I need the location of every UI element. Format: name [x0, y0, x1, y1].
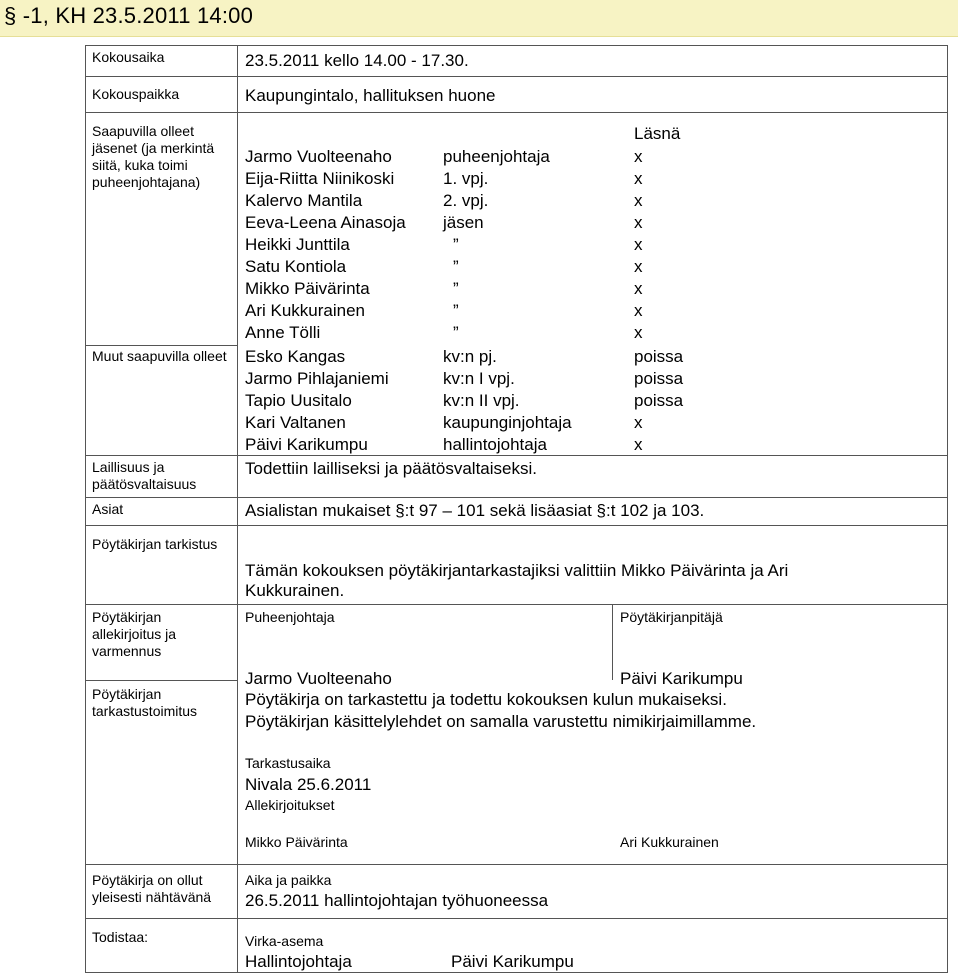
member-name: Kalervo Mantila — [245, 191, 363, 210]
row-line-others — [85, 345, 237, 346]
table-right-line — [947, 45, 948, 973]
attendee-role: kv:n II vpj. — [443, 391, 520, 410]
member-status: x — [634, 279, 643, 298]
row-line-legality — [85, 455, 948, 456]
secretary-name: Päivi Karikumpu — [620, 669, 743, 688]
member-status: x — [634, 213, 643, 232]
attendee-name: Päivi Karikumpu — [245, 435, 368, 454]
member-status: x — [634, 323, 643, 342]
attendee-role: kaupunginjohtaja — [443, 413, 572, 432]
attendee-name: Jarmo Pihlajaniemi — [245, 369, 389, 388]
document-title: § -1, KH 23.5.2011 14:00 — [4, 3, 254, 28]
secretary-title: Pöytäkirjanpitäjä — [620, 609, 723, 625]
attendee-status: poissa — [634, 347, 684, 366]
signer-1: Mikko Päivärinta — [245, 834, 348, 850]
attendee-name: Kari Valtanen — [245, 413, 346, 432]
member-status: x — [634, 147, 643, 166]
inspection-time-value: Nivala 25.6.2011 — [245, 775, 372, 794]
attendee-name: Tapio Uusitalo — [245, 391, 352, 410]
signature-column-divider — [612, 604, 613, 680]
member-role: ” — [453, 279, 459, 298]
table-left-line — [85, 45, 86, 973]
member-name: Mikko Päivärinta — [245, 279, 370, 298]
minutes-check-value: Tämän kokouksen pöytäkirjantarkastajiksi valittiin Mikko Päivärinta ja Ari Kukkurainen. — [245, 561, 789, 600]
member-role: jäsen — [443, 213, 484, 232]
meeting-time-value: 23.5.2011 kello 14.00 - 17.30. — [245, 51, 469, 70]
attendee-name: Esko Kangas — [245, 347, 346, 366]
attendee-role: kv:n pj. — [443, 347, 497, 366]
signatures-label: Allekirjoitukset — [245, 797, 335, 813]
table-top-line — [85, 45, 948, 46]
chair-title: Puheenjohtaja — [245, 609, 335, 625]
public-display-label: Pöytäkirja on ollut yleisesti nähtävänä — [92, 872, 212, 905]
inspection-time-label: Tarkastusaika — [245, 755, 331, 771]
member-name: Anne Tölli — [245, 323, 321, 342]
member-role: puheenjohtaja — [443, 147, 550, 166]
position-value: Hallintojohtaja — [245, 952, 352, 971]
member-status: x — [634, 235, 643, 254]
row-line-members — [85, 112, 948, 113]
member-name: Ari Kukkurainen — [245, 301, 366, 320]
time-place-value: 26.5.2011 hallintojohtajan työhuoneessa — [245, 891, 549, 910]
member-name: Satu Kontiola — [245, 257, 347, 276]
member-role: 2. vpj. — [443, 191, 489, 210]
attendee-status: poissa — [634, 369, 684, 388]
member-role: ” — [453, 257, 459, 276]
attest-label: Todistaa: — [92, 929, 149, 945]
member-role: ” — [453, 301, 459, 320]
member-name: Heikki Junttila — [245, 235, 350, 254]
row-line-attest — [85, 918, 948, 919]
label-column-divider — [237, 45, 238, 973]
member-role: ” — [453, 323, 459, 342]
time-place-label: Aika ja paikka — [245, 872, 332, 888]
signer-2: Ari Kukkurainen — [620, 834, 719, 850]
legality-value: Todettiin lailliseksi ja päätösvaltaiseksi. — [245, 459, 537, 478]
attendee-role: kv:n I vpj. — [443, 369, 515, 388]
member-name: Eeva-Leena Ainasoja — [245, 213, 406, 232]
row-line-minutes-check — [85, 525, 948, 526]
table-bottom-line — [85, 972, 948, 973]
row-line-signing — [85, 604, 948, 605]
present-header: Läsnä — [634, 124, 681, 143]
inspection-label: Pöytäkirjan tarkastustoimitus — [92, 686, 198, 719]
inspection-line-2: Pöytäkirjan käsittelylehdet on samalla varustettu nimikirjaimillamme. — [245, 712, 757, 731]
attest-name: Päivi Karikumpu — [451, 952, 574, 971]
minutes-check-label: Pöytäkirjan tarkistus — [92, 536, 218, 552]
position-label: Virka-asema — [245, 933, 324, 949]
member-name: Eija-Riitta Niinikoski — [245, 169, 395, 188]
chair-name: Jarmo Vuolteenaho — [245, 669, 392, 688]
member-role: 1. vpj. — [443, 169, 489, 188]
row-line-meeting-place — [85, 76, 948, 77]
legality-label: Laillisuus ja päätösvaltaisuus — [92, 459, 197, 492]
attendee-status: x — [634, 413, 643, 432]
row-line-matters — [85, 497, 948, 498]
meeting-place-value: Kaupungintalo, hallituksen huone — [245, 86, 496, 105]
matters-value: Asialistan mukaiset §:t 97 – 101 sekä lisäasiat §:t 102 ja 103. — [245, 501, 705, 520]
meeting-time-label: Kokousaika — [92, 49, 165, 65]
signing-label: Pöytäkirjan allekirjoitus ja varmennus — [92, 609, 177, 659]
member-status: x — [634, 257, 643, 276]
members-label: Saapuvilla olleet jäsenet (ja merkintä siitä, kuka toimi puheenjohtajana) — [92, 123, 215, 190]
row-line-inspection — [85, 680, 237, 681]
others-label: Muut saapuvilla olleet — [92, 348, 227, 364]
member-status: x — [634, 301, 643, 320]
matters-label: Asiat — [92, 501, 124, 517]
attendee-status: x — [634, 435, 643, 454]
member-status: x — [634, 169, 643, 188]
row-line-public-display — [85, 864, 948, 865]
inspection-line-1: Pöytäkirja on tarkastettu ja todettu kokouksen kulun mukaiseksi. — [245, 690, 727, 709]
member-name: Jarmo Vuolteenaho — [245, 147, 392, 166]
attendee-status: poissa — [634, 391, 684, 410]
member-status: x — [634, 191, 643, 210]
member-role: ” — [453, 235, 459, 254]
document-header — [0, 0, 958, 37]
attendee-role: hallintojohtaja — [443, 435, 547, 454]
meeting-place-label: Kokouspaikka — [92, 86, 180, 102]
